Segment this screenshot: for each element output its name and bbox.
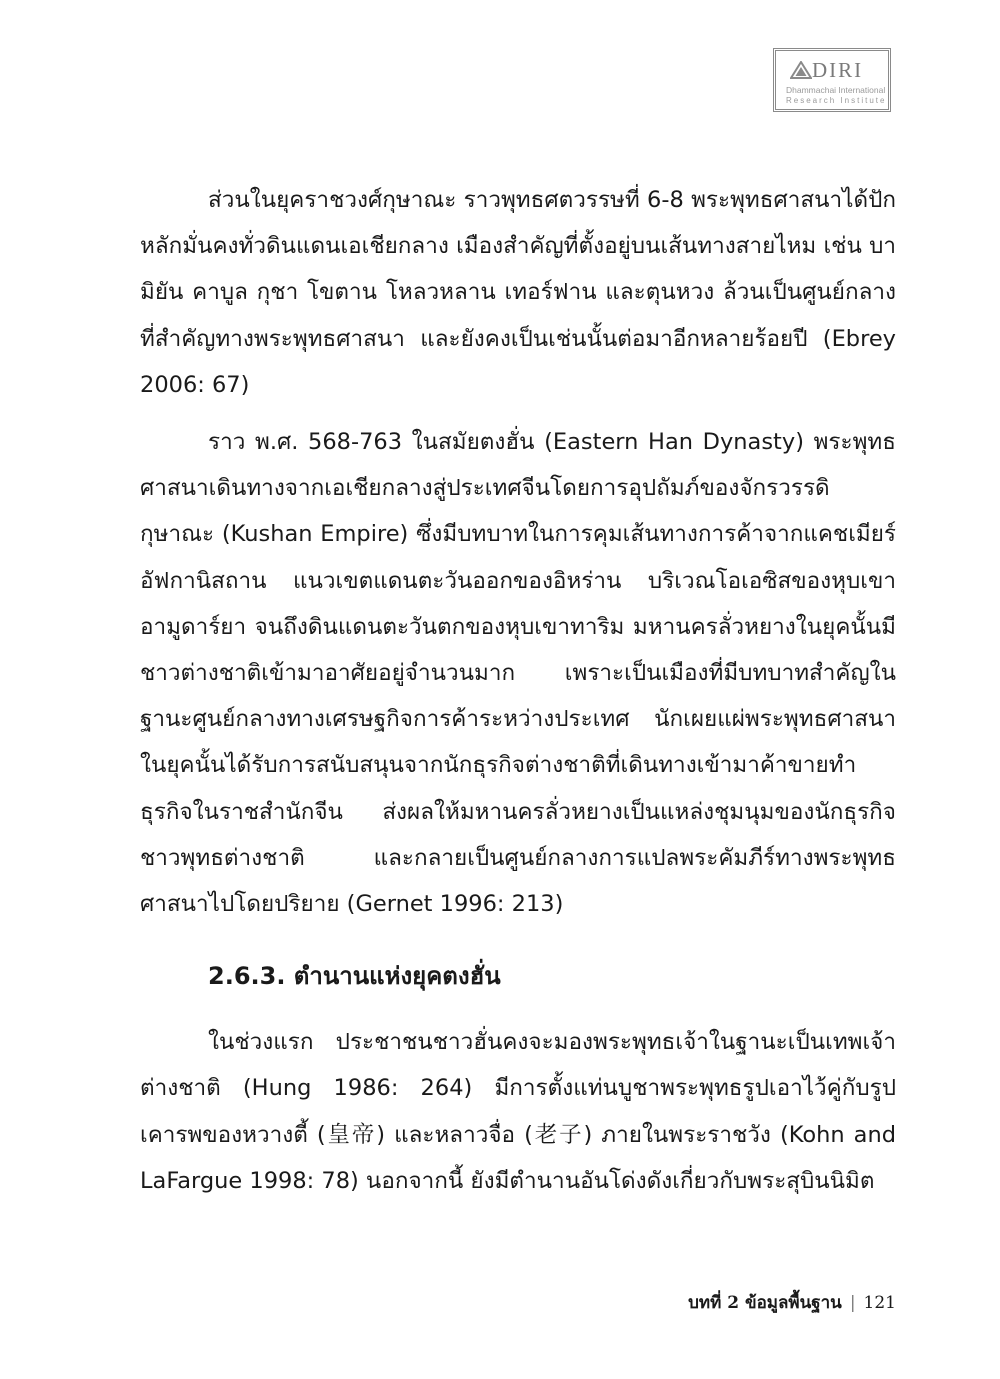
page-body xyxy=(140,177,896,1204)
page-number: 121 xyxy=(863,1293,896,1313)
logo-subtitle-line2: Research Institute xyxy=(786,96,887,105)
paragraph-kushan-era: ส่วนในยุคราชวงศ์กุษาณะ ราวพุทธศตวรรษที่ 6-8 พระพุทธศาสนาได้ปักหลักมั่นคงทั่วดินแดนเอเชียกลาง เมืองสำคัญที่ตั้งอยู่บนเส้นทางสายไหม เช่น บามิยัน คาบูล กุชา โขตาน โหลวหลาน เทอร์ฟาน และตุนหวง ล้วนเป็นศูนย์กลางที่สำคัญทางพระพุทธศาสนา และยังคงเป็นเช่นนั้นต่อมาอีกหลายร้อยปี (Ebrey 2006: 67) xyxy=(140,187,896,398)
paragraph-eastern-han: ราว พ.ศ. 568-763 ในสมัยตงฮั่น (Eastern Han Dynasty) พระพุทธศาสนาเดินทางจากเอเชียกลางสู่ประเทศจีนโดยการอุปถัมภ์ของจักรวรรดิกุษาณะ (Kushan Empire) ซึ่งมีบทบาทในการคุมเส้นทางการค้าจากแคชเมียร์ อัฟกานิสถาน แนวเขตแดนตะวันออกของอิหร่าน บริเวณโอเอซิสของหุบเขาอามูดาร์ยา จนถึงดินแดนตะวันตกของหุบเขาทาริม มหานครลั่วหยางในยุคนั้นมีชาวต่างชาติเข้ามาอาศัยอยู่จำนวนมาก เพราะเป็นเมืองที่มีบทบาทสำคัญในฐานะศูนย์กลางทางเศรษฐกิจการค้าระหว่างประเทศ นักเผยแผ่พระพุทธศาสนาในยุคนั้นได้รับการสนับสนุนจากนักธุรกิจต่างชาติที่เดินทางเข้ามาค้าขายทำธุรกิจในราชสำนักจีน ส่งผลให้มหานครลั่วหยางเป็นแหล่งชุมนุมของนักธุรกิจชาวพุทธต่างชาติ และกลายเป็นศูนย์กลางการแปลพระคัมภีร์ทางพระพุทธศาสนาไปโดยปริยาย (Gernet 1996: 213) xyxy=(140,429,896,918)
section-heading: 2.6.3. ตำนานแห่งยุคตงฮั่น xyxy=(208,962,501,991)
logo-subtitle-line1: Dhammachai International xyxy=(786,85,886,95)
footer-separator: | xyxy=(849,1293,856,1313)
paragraph-early-period: ในช่วงแรก ประชาชนชาวฮั่นคงจะมองพระพุทธเจ้าในฐานะเป็นเทพเจ้าต่างชาติ (Hung 1986: 264) มีการตั้งแท่นบูชาพระพุทธรูปเอาไว้คู่กับรูปเคารพของหวางตี้ (皇帝) และหลาวจื่อ (老子) ภายในพระราชวัง (Kohn and LaFargue 1998: 78) นอกจากนี้ ยังมีตำนานอันโด่งดังเกี่ยวกับพระสุบินนิมิต xyxy=(140,1029,896,1194)
footer-chapter-title: บทที่ 2 ข้อมูลพื้นฐาน xyxy=(688,1293,842,1313)
diri-logo xyxy=(773,48,891,112)
triangle-logo-icon xyxy=(790,61,812,79)
page-footer xyxy=(688,1289,896,1316)
logo-name: DIRI xyxy=(812,58,864,82)
